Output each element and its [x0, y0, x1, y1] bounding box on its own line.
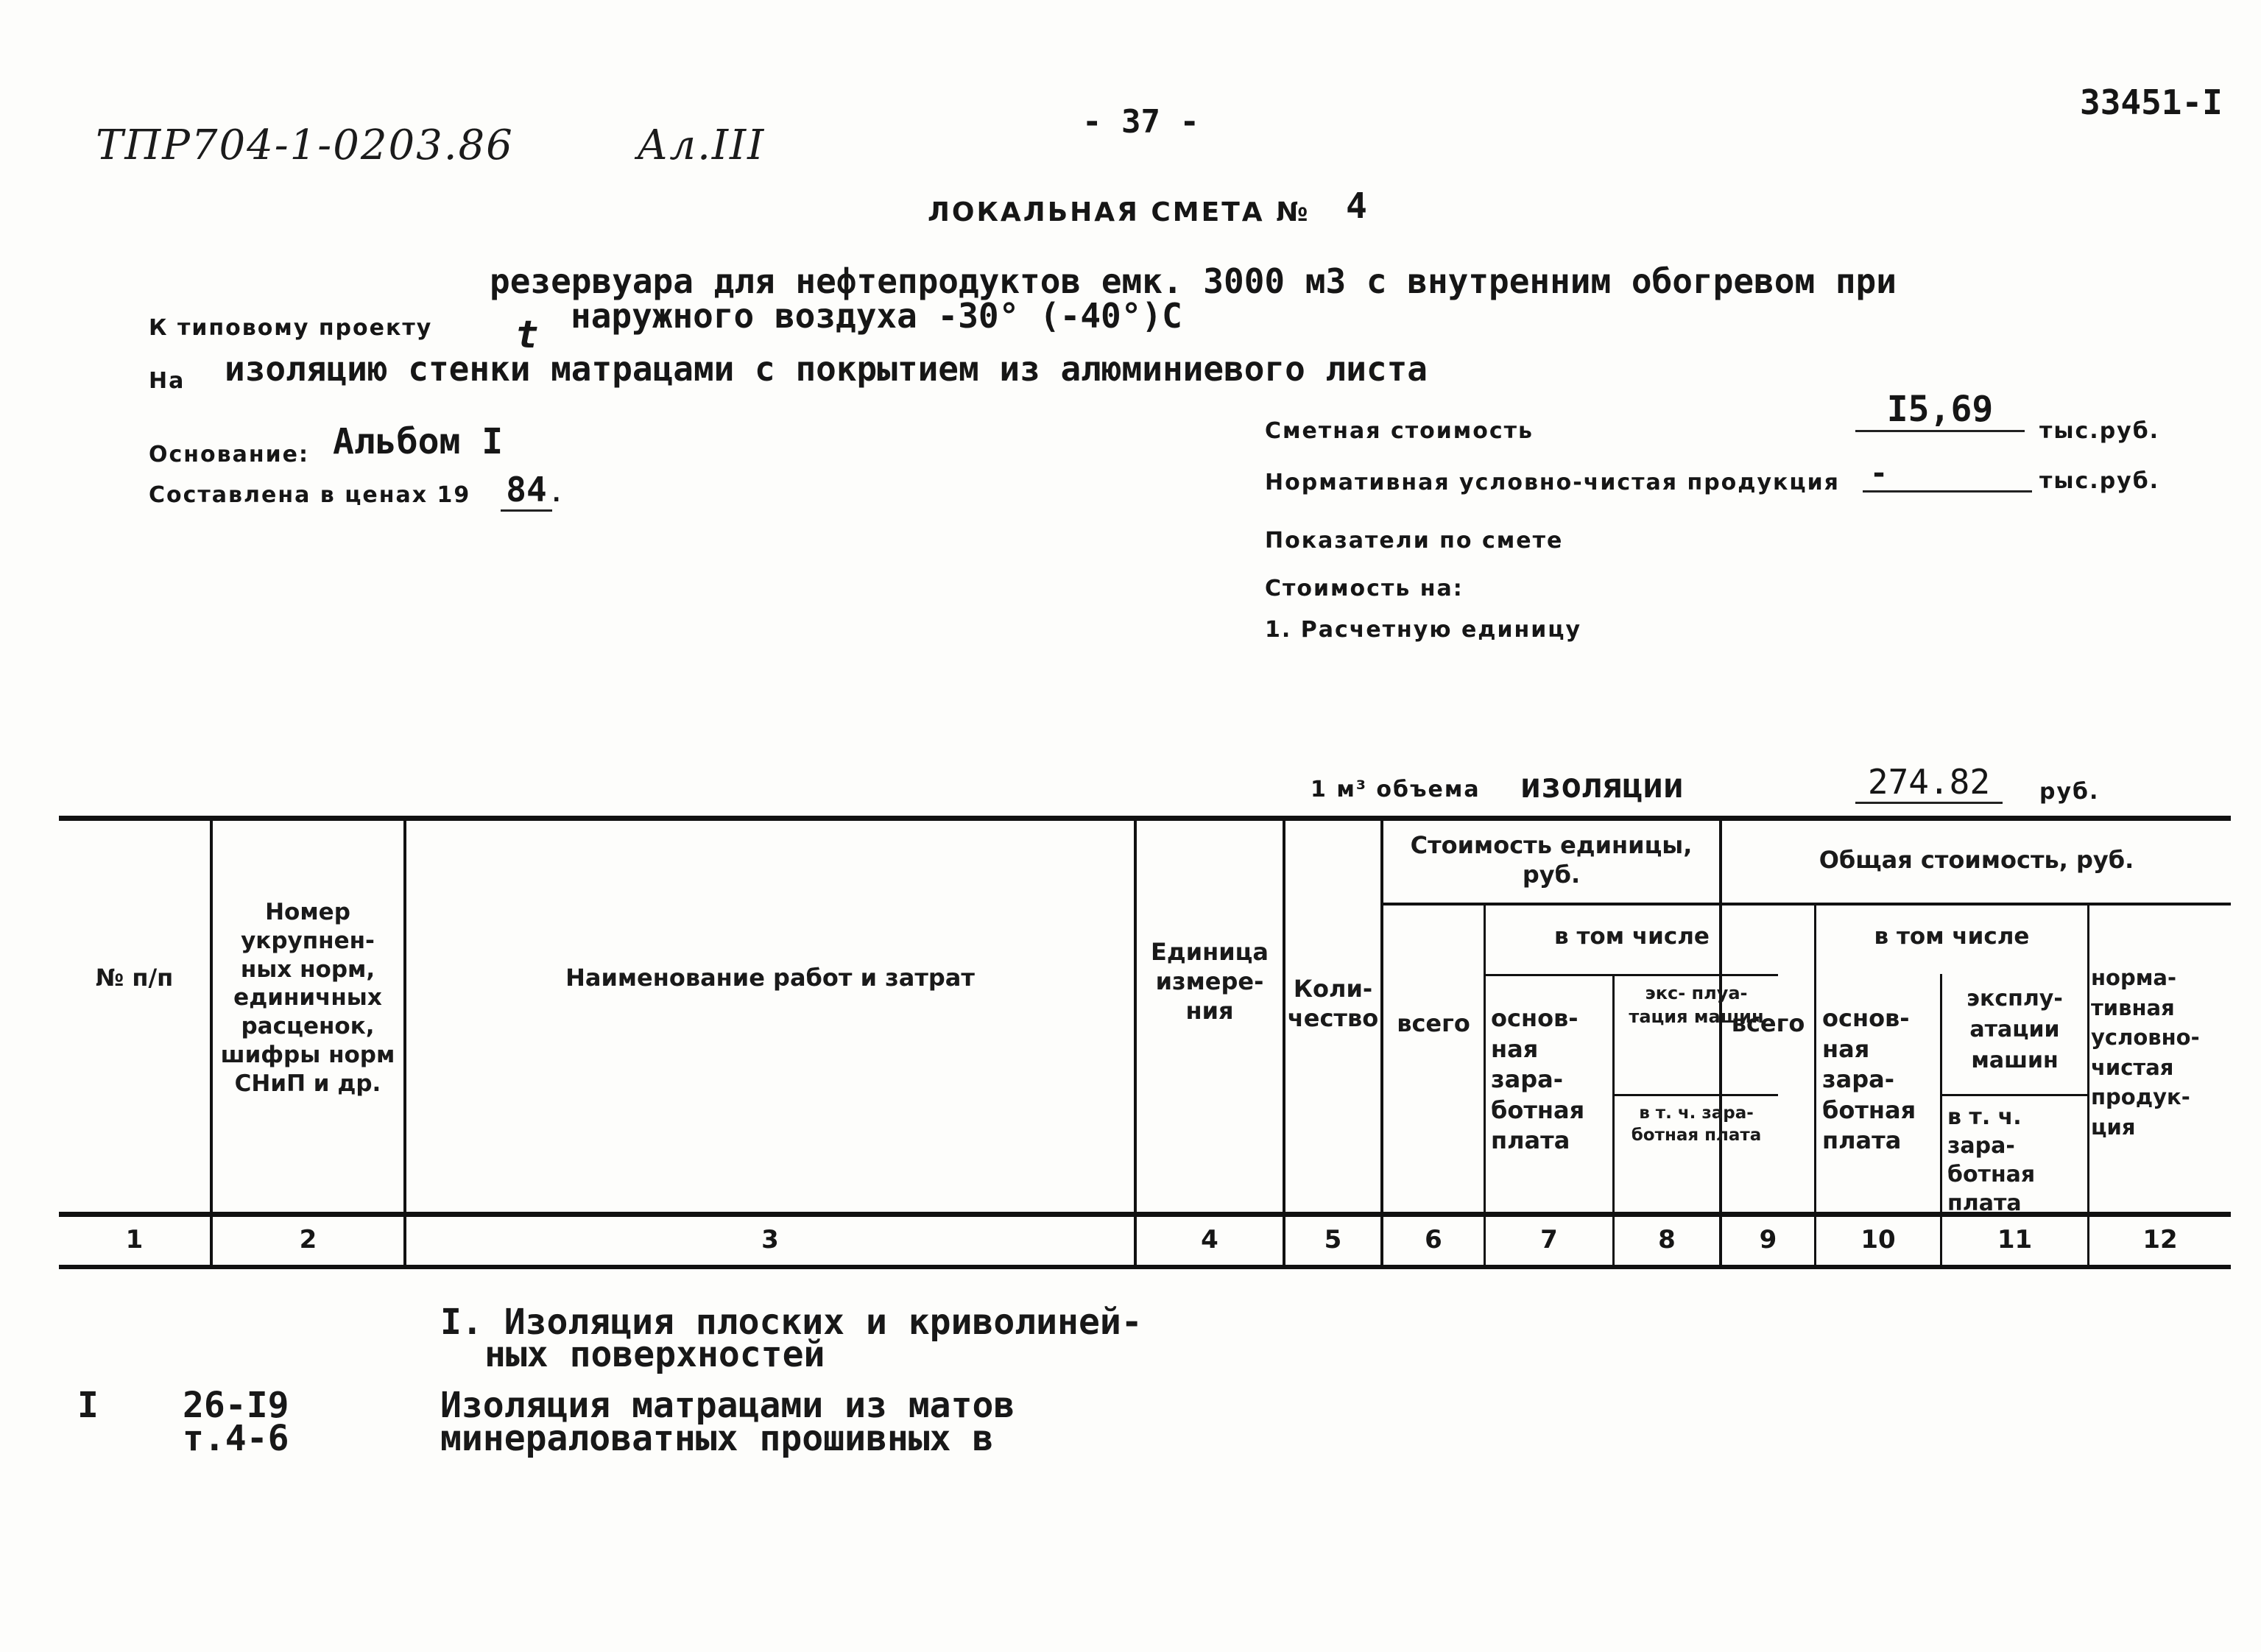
project-label: К типовому проекту [149, 315, 433, 341]
col-header-net-product: норма- тивная условно- чистая продук- ция [2091, 965, 2200, 1140]
col-number-5: 5 [1324, 1225, 1342, 1254]
cost-on-label: Стоимость на: [1265, 576, 1464, 601]
prices-dot: . [552, 481, 562, 507]
col-header-including-2: в том числе [1874, 923, 2030, 950]
col-header-all-1: всего [1397, 1009, 1470, 1037]
col-header-including-1: в том числе [1554, 923, 1710, 950]
col-number-7: 7 [1540, 1225, 1558, 1254]
temperature-symbol: t [515, 313, 539, 357]
unit-value: 274.82 [1855, 762, 2003, 804]
cost-label: Сметная стоимость [1265, 418, 1534, 444]
osnovanie-label: Основание: [149, 442, 309, 467]
col-number-11: 11 [1997, 1225, 2033, 1254]
col-number-10: 10 [1860, 1225, 1896, 1254]
col-number-8: 8 [1658, 1225, 1676, 1254]
na-label: На [149, 368, 186, 394]
osnovanie-value: Альбом I [333, 421, 504, 462]
col-header-machines-wage-2: в т. ч. зара- ботная плата [1947, 1104, 2036, 1216]
unit-value-field [1855, 762, 2003, 804]
row-1-name-line-1: Изоляция матрацами из матов [440, 1385, 1015, 1426]
unit-rub: руб. [2039, 779, 2100, 805]
page-title: ЛОКАЛЬНАЯ СМЕТА № [928, 197, 1311, 227]
col-header-norm-code: Номер укрупнен- ных норм, единичных расценок, шифры норм СНиП и др. [220, 899, 395, 1097]
norm-label: Нормативная условно-чистая продукция [1265, 470, 1840, 495]
col-header-all-2: всего [1731, 1009, 1805, 1037]
norm-value-field [1863, 456, 2032, 493]
prices-year: 84 [501, 470, 552, 512]
cost-value-field [1855, 389, 2025, 432]
col-number-12: 12 [2142, 1225, 2178, 1254]
col-header-no: № п/п [95, 964, 174, 992]
col-header-machines-wage-1: в т. ч. зара- ботная плата [1631, 1104, 1762, 1145]
col-header-quantity: Коли- чество [1287, 975, 1379, 1032]
col-number-4: 4 [1201, 1225, 1218, 1254]
na-text: изоляцию стенки матрацами с покрытием из алюминиевого листа [225, 349, 1428, 389]
norm-value: - [1863, 456, 2032, 493]
handwritten-project-code: ТПР704-1-0203.86 [96, 121, 514, 169]
col-header-base-wage-1: основ- ная зара- ботная плата [1491, 1004, 1585, 1155]
row-1-number: I [77, 1385, 99, 1426]
indicators-label: Показатели по смете [1265, 528, 1564, 554]
col-header-base-wage-2: основ- ная зара- ботная плата [1822, 1004, 1916, 1155]
estimate-table-header [59, 816, 2231, 1276]
cost-value: I5,69 [1855, 389, 2025, 432]
prices-year-field [501, 470, 562, 512]
row-1-code-1: 26-I9 [183, 1385, 289, 1426]
section-title-line-2: ных поверхностей [484, 1334, 825, 1375]
col-header-total-cost: Общая стоимость, руб. [1819, 846, 2134, 874]
col-header-machines-1: экс- плуа- тация машин [1629, 983, 1764, 1028]
unit-what: изоляции [1520, 766, 1684, 805]
section-title-line-1: I. Изоляция плоских и криволиней- [440, 1302, 1143, 1343]
project-line-1: резервуара для нефтепродуктов емк. 3000 м3 с внутренним обогревом при [490, 261, 1897, 301]
cost-unit: тыс.руб. [2039, 418, 2160, 444]
unit-item-label: 1. Расчетную единицу [1265, 617, 1582, 643]
col-number-2: 2 [299, 1225, 317, 1254]
col-header-unit: Единица измере- ния [1151, 938, 1269, 1025]
project-line-2: наружного воздуха -30° (-40°)С [571, 296, 1182, 336]
col-number-6: 6 [1425, 1225, 1442, 1254]
col-header-work-name: Наименование работ и затрат [565, 964, 975, 992]
page-number: - 37 - [1082, 103, 1199, 141]
col-number-3: 3 [761, 1225, 779, 1254]
row-1-name-line-2: минераловатных прошивных в [440, 1418, 994, 1459]
col-header-machines-2: эксплу- атации машин [1967, 986, 2063, 1073]
smeta-number: 4 [1346, 186, 1367, 227]
prices-label: Составлена в ценах 19 [149, 482, 471, 508]
col-header-unit-cost: Стоимость единицы, руб. [1410, 831, 1693, 889]
col-number-1: 1 [125, 1225, 144, 1254]
col-number-9: 9 [1759, 1225, 1777, 1254]
unit-m3-label: 1 м³ объема [1311, 777, 1481, 802]
norm-unit: тыс.руб. [2039, 468, 2160, 494]
row-1-code-2: т.4-6 [183, 1418, 289, 1459]
document-number: 33451-I [2080, 82, 2223, 122]
handwritten-album-ref: Ал.III [637, 121, 766, 169]
